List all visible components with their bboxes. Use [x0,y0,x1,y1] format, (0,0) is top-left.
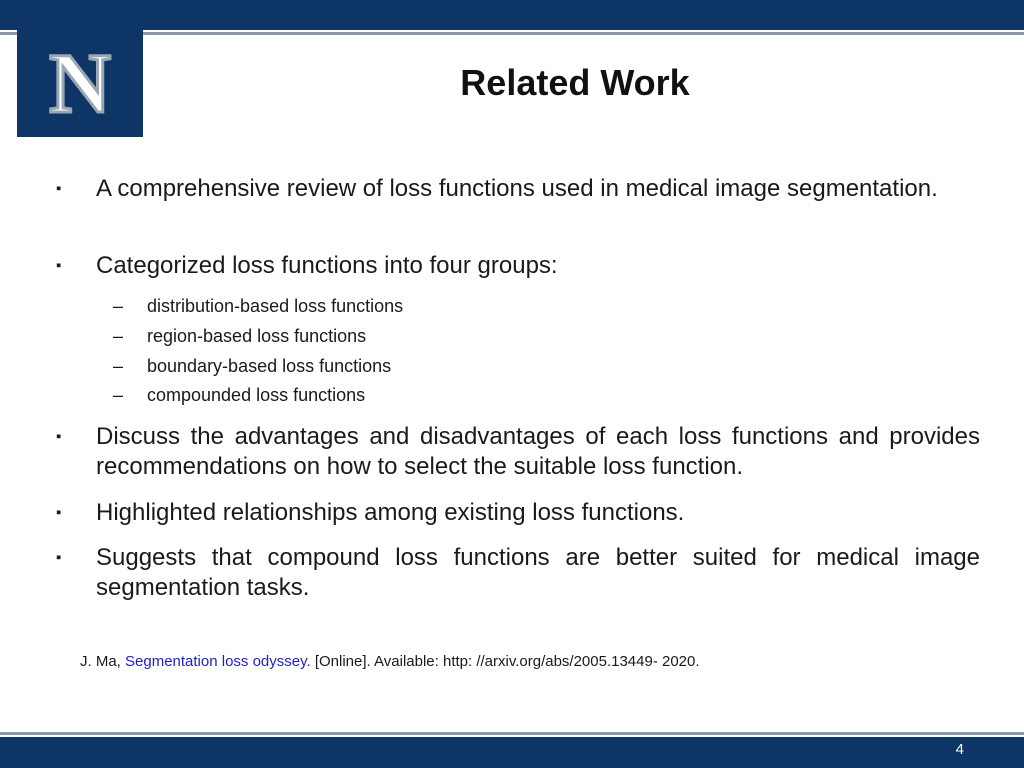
bullet-marker: ▪ [56,428,62,445]
sub-bullet-item [113,325,613,347]
reference-citation [80,652,980,672]
bullet-item [56,251,980,281]
top-divider [0,32,1024,35]
bottom-banner [0,737,1024,768]
svg-text:N: N [48,42,112,124]
bullet-marker: ▪ [56,257,62,274]
bullet-text: A comprehensive review of loss functions used in medical image segmentation. [96,175,938,202]
sub-bullet-marker: – [113,326,124,346]
bullet-marker: ▪ [56,180,62,197]
block-n-logo-icon [39,42,121,124]
bullet-item [56,543,980,603]
bullet-text: Suggests that compound loss functions are better suited for medical image segmentation tasks. [96,544,980,601]
bullet-item [56,174,980,204]
sub-bullet-item [113,384,613,406]
sub-bullet-item [113,295,613,317]
bullet-text: Discuss the advantages and disadvantages of each loss functions and provides recommendations on how to select the suitable loss function. [96,423,980,480]
bullet-text: Categorized loss functions into four groups: [96,252,558,279]
top-banner [0,0,1024,30]
sub-bullet-text: region-based loss functions [147,326,367,346]
sub-bullet-marker: – [113,296,124,316]
citation-details: [Online]. Available: http: //arxiv.org/abs/2005.13449- 2020. [310,653,700,670]
bullet-text: Highlighted relationships among existing loss functions. [96,499,685,526]
sub-bullet-text: boundary-based loss functions [147,356,392,376]
sub-bullet-text: distribution-based loss functions [147,296,404,316]
university-logo [17,30,143,137]
bullet-marker: ▪ [56,504,62,521]
sub-bullet-item [113,355,613,377]
page-number: 4 [955,741,964,758]
citation-author: J. Ma, [80,653,126,670]
citation-link[interactable]: Segmentation loss odyssey. [125,653,311,670]
bullet-marker: ▪ [56,549,62,566]
bottom-divider [0,732,1024,735]
slide-title: Related Work [460,62,690,103]
sub-bullet-marker: – [113,385,124,405]
bullet-item [56,498,980,528]
sub-bullet-text: compounded loss functions [147,385,366,405]
bullet-item [56,422,980,482]
sub-bullet-marker: – [113,356,124,376]
